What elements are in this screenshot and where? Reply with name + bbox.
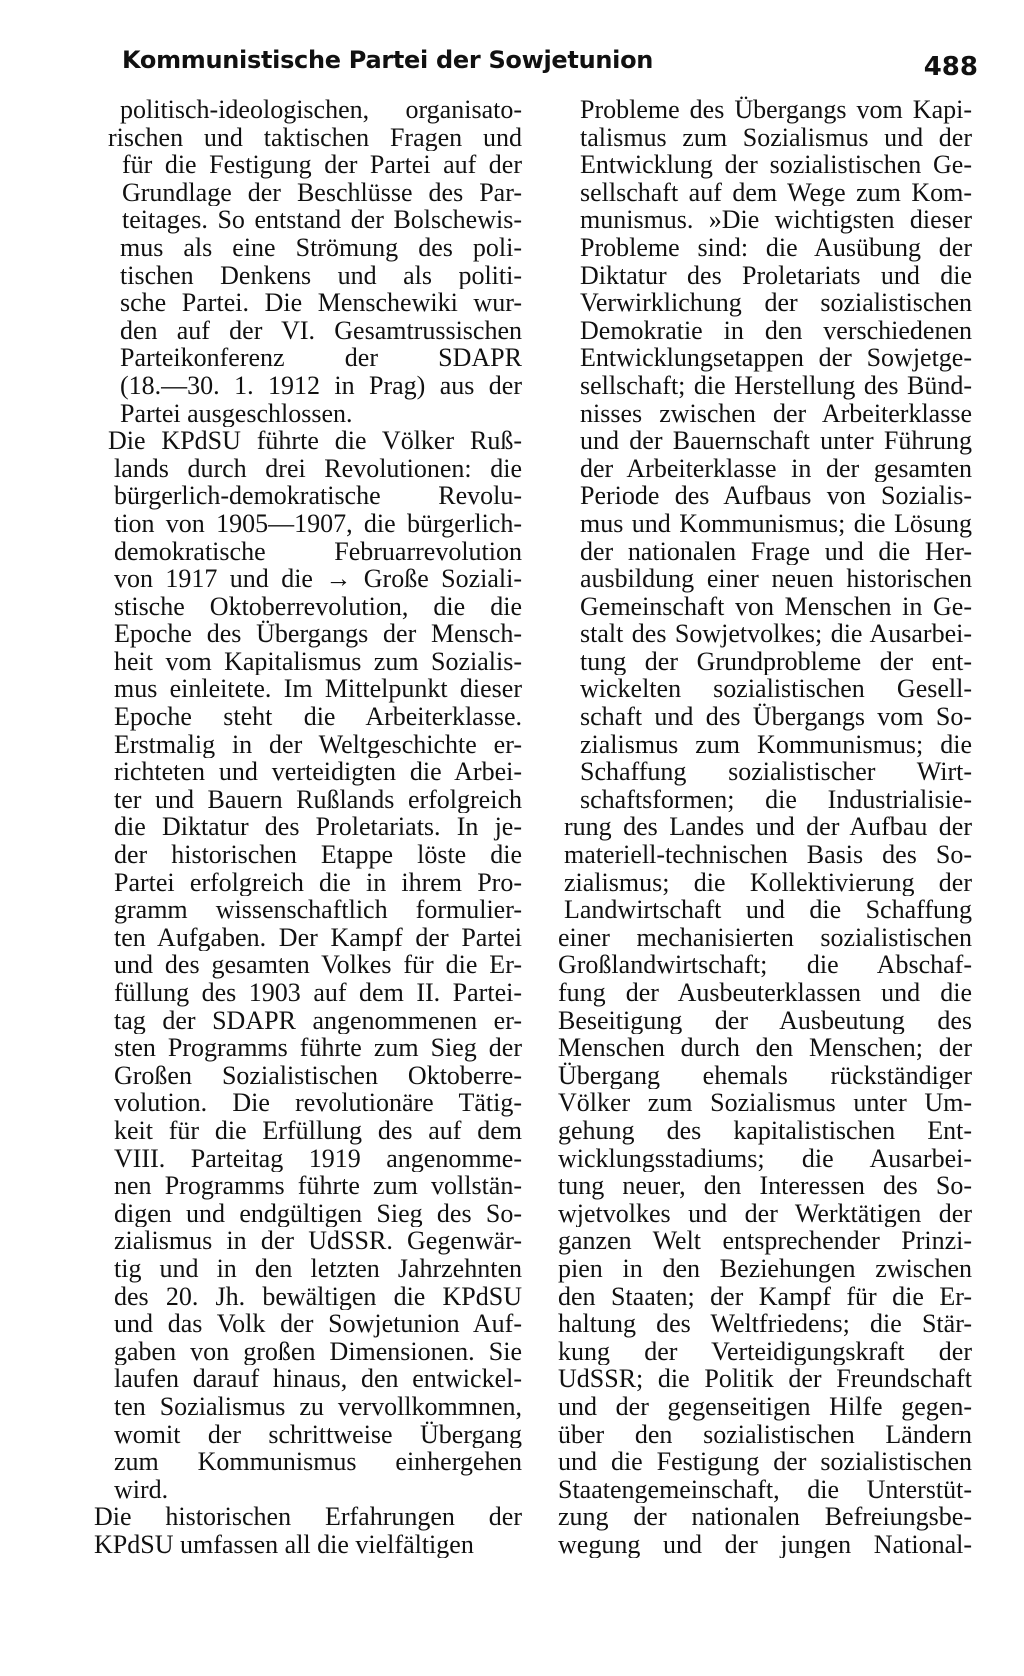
text-line: den Staaten; der Kampf für die Er- xyxy=(558,1282,972,1311)
text-line: Die historischen Erfahrungen der xyxy=(94,1503,522,1531)
text-line: wicklungsstadiums; die Ausarbei- xyxy=(558,1144,972,1173)
text-line: die Diktatur des Proletariats. In je- xyxy=(114,813,522,842)
text-line: Staatengemeinschaft, die Unterstüt- xyxy=(558,1475,972,1504)
text-line: tung neuer, den Interessen des So- xyxy=(558,1172,972,1200)
right-column xyxy=(552,96,972,1558)
running-head: Kommunistische Partei der Sowjetunion xyxy=(122,46,654,74)
text-line: talismus zum Sozialismus und der xyxy=(580,123,972,152)
text-line: gaben von großen Dimensionen. Sie xyxy=(114,1337,522,1366)
text-line: KPdSU umfassen all die vielfältigen xyxy=(94,1530,474,1559)
text-line: politisch-ideologischen, organisato- xyxy=(120,96,522,124)
text-line: schaftsformen; die Industrialisie- xyxy=(580,785,972,814)
text-line: ausbildung einer neuen historischen xyxy=(580,565,972,593)
text-line: Partei erfolgreich die in ihrem Pro- xyxy=(114,868,522,897)
text-line: kung der Verteidigungskraft der xyxy=(558,1337,972,1366)
text-line: materiell-technischen Basis des So- xyxy=(564,841,972,869)
text-line: Menschen durch den Menschen; der xyxy=(558,1034,972,1062)
text-line: zung der nationalen Befreiungsbe- xyxy=(558,1503,972,1531)
text-line: Probleme des Übergangs vom Kapi- xyxy=(580,96,972,124)
text-line: keit für die Erfüllung des auf dem xyxy=(114,1116,522,1145)
text-line: wjetvolkes und der Werktätigen der xyxy=(558,1199,972,1228)
text-line: und das Volk der Sowjetunion Auf- xyxy=(114,1310,522,1338)
text-line: rischen und taktischen Fragen und xyxy=(108,123,522,152)
text-line: von 1917 und die → Große Soziali- xyxy=(114,565,522,593)
text-line: wird. xyxy=(114,1475,169,1504)
text-line: Großen Sozialistischen Oktoberre- xyxy=(114,1061,522,1090)
text-line: wickelten sozialistischen Gesell- xyxy=(580,675,972,704)
text-line: gehung des kapitalistischen Ent- xyxy=(558,1116,972,1145)
text-line: Partei ausgeschlossen. xyxy=(120,399,353,428)
text-line: sellschaft auf dem Wege zum Kom- xyxy=(580,178,972,207)
text-line: Demokratie in den verschiedenen xyxy=(580,316,972,345)
text-line: Periode des Aufbaus von Sozialis- xyxy=(580,482,972,510)
text-line: Verwirklichung der sozialistischen xyxy=(580,289,972,317)
text-line: sten Programms führte zum Sieg der xyxy=(114,1034,522,1062)
text-line: zialismus zum Kommunismus; die xyxy=(580,730,972,759)
text-line: Probleme sind: die Ausübung der xyxy=(580,233,972,262)
text-line: ter und Bauern Rußlands erfolgreich xyxy=(114,785,522,814)
text-line: Die KPdSU führte die Völker Ruß- xyxy=(108,427,522,455)
text-line: sellschaft; die Herstellung des Bünd- xyxy=(580,371,972,400)
text-line: mus einleitete. Im Mittelpunkt dieser xyxy=(114,675,522,704)
text-line: Gemeinschaft von Menschen in Ge- xyxy=(580,592,972,621)
text-line: stische Oktoberrevolution, die die xyxy=(114,592,522,621)
text-line: tag der SDAPR angenommenen er- xyxy=(114,1006,522,1035)
text-line: füllung des 1903 auf dem II. Partei- xyxy=(114,979,522,1007)
text-line: laufen darauf hinaus, den entwickel- xyxy=(114,1365,522,1393)
text-line: gramm wissenschaftlich formulier- xyxy=(114,896,522,924)
text-line: Übergang ehemals rückständiger xyxy=(558,1061,972,1090)
text-line: Schaffung sozialistischer Wirt- xyxy=(580,758,972,786)
text-line: womit der schrittweise Übergang xyxy=(114,1420,522,1449)
text-line: tig und in den letzten Jahrzehnten xyxy=(114,1254,522,1283)
text-line: nen Programms führte zum vollstän- xyxy=(114,1172,522,1200)
text-line: zialismus; die Kollektivierung der xyxy=(564,868,972,897)
text-line: volution. Die revolutionäre Tätig- xyxy=(114,1089,522,1117)
text-line: der Arbeiterklasse in der gesamten xyxy=(580,454,972,483)
text-line: richteten und verteidigten die Arbei- xyxy=(114,758,522,786)
text-line: Epoche des Übergangs der Mensch- xyxy=(114,620,522,648)
text-line: UdSSR; die Politik der Freundschaft xyxy=(558,1365,972,1393)
text-line: VIII. Parteitag 1919 angenomme- xyxy=(114,1144,522,1173)
text-line: teitages. So entstand der Bolschewis- xyxy=(122,206,522,234)
text-line: (18.—30. 1. 1912 in Prag) aus der xyxy=(120,371,522,400)
left-column xyxy=(94,96,522,1558)
text-line: und der Bauernschaft unter Führung xyxy=(580,427,972,455)
text-line: Erstmalig in der Weltgeschichte er- xyxy=(114,730,522,759)
text-line: und die Festigung der sozialistischen xyxy=(558,1448,972,1476)
text-line: Entwicklung der sozialistischen Ge- xyxy=(580,151,972,179)
text-line: des 20. Jh. bewältigen die KPdSU xyxy=(114,1282,522,1311)
text-line: und der gegenseitigen Hilfe gegen- xyxy=(558,1392,972,1421)
text-line: bürgerlich-demokratische Revolu- xyxy=(114,482,522,510)
text-line: Beseitigung der Ausbeutung des xyxy=(558,1006,972,1035)
text-line: ten Aufgaben. Der Kampf der Partei xyxy=(114,923,522,952)
text-line: der nationalen Frage und die Her- xyxy=(580,537,972,566)
text-line: nisses zwischen der Arbeiterklasse xyxy=(580,399,972,428)
text-line: haltung des Weltfriedens; die Stär- xyxy=(558,1310,972,1338)
text-line: für die Festigung der Partei auf der xyxy=(122,151,522,179)
text-line: demokratische Februarrevolution xyxy=(114,537,522,566)
text-line: Parteikonferenz der SDAPR xyxy=(120,344,522,372)
text-line: Grundlage der Beschlüsse des Par- xyxy=(122,178,522,207)
text-line: ganzen Welt entsprechender Prinzi- xyxy=(558,1227,972,1255)
text-line: tischen Denkens und als politi- xyxy=(120,261,522,290)
text-line: Großlandwirtschaft; die Abschaf- xyxy=(558,951,972,979)
text-line: lands durch drei Revolutionen: die xyxy=(114,454,522,483)
text-line: digen und endgültigen Sieg des So- xyxy=(114,1199,522,1228)
text-line: fung der Ausbeuterklassen und die xyxy=(558,979,972,1007)
text-line: Diktatur des Proletariats und die xyxy=(580,261,972,290)
text-line: pien in den Beziehungen zwischen xyxy=(558,1254,972,1283)
text-line: stalt des Sowjetvolkes; die Ausarbei- xyxy=(580,620,972,648)
text-line: ten Sozialismus zu vervollkommnen, xyxy=(114,1392,522,1421)
text-line: über den sozialistischen Ländern xyxy=(558,1420,972,1449)
text-line: zum Kommunismus einhergehen xyxy=(114,1448,522,1476)
text-line: der historischen Etappe löste die xyxy=(114,841,522,869)
text-line: den auf der VI. Gesamtrussischen xyxy=(120,316,522,345)
text-line: tung der Grundprobleme der ent- xyxy=(580,647,972,676)
text-line: schaft und des Übergangs vom So- xyxy=(580,703,972,731)
text-line: Völker zum Sozialismus unter Um- xyxy=(558,1089,972,1117)
page-number: 488 xyxy=(923,52,978,82)
text-line: rung des Landes und der Aufbau der xyxy=(564,813,972,842)
text-line: Entwicklungsetappen der Sowjetge- xyxy=(580,344,972,372)
text-line: sche Partei. Die Menschewiki wur- xyxy=(120,289,522,317)
text-line: und des gesamten Volkes für die Er- xyxy=(114,951,522,979)
text-line: tion von 1905—1907, die bürgerlich- xyxy=(114,509,522,538)
text-line: zialismus in der UdSSR. Gegenwär- xyxy=(114,1227,522,1255)
text-line: mus als eine Strömung des poli- xyxy=(120,233,522,262)
text-line: wegung und der jungen National- xyxy=(558,1530,972,1559)
text-line: munismus. »Die wichtigsten dieser xyxy=(580,206,972,234)
text-line: einer mechanisierten sozialistischen xyxy=(558,923,972,952)
text-line: Epoche steht die Arbeiterklasse. xyxy=(114,703,522,731)
text-line: heit vom Kapitalismus zum Sozialis- xyxy=(114,647,522,676)
text-line: Landwirtschaft und die Schaffung xyxy=(564,896,972,924)
text-line: mus und Kommunismus; die Lösung xyxy=(580,509,972,538)
